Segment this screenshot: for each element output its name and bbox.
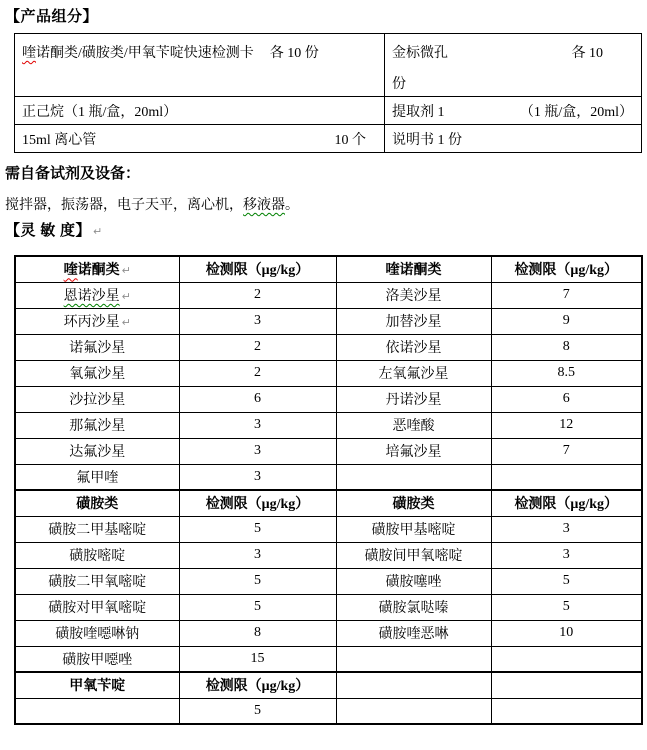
substance-name-cell: 依诺沙星 xyxy=(336,334,491,360)
detection-limit-value-cell: 2 xyxy=(179,334,336,360)
substance-name-cell: 培氟沙星 xyxy=(336,438,491,464)
detection-limit-value-cell: 9 xyxy=(491,308,642,334)
detection-limit-value-cell: 8 xyxy=(179,620,336,646)
component-cell xyxy=(15,97,385,125)
substance-name-cell: 磺胺甲基嘧啶 xyxy=(336,516,491,542)
sensitivity-data-row xyxy=(15,360,642,386)
component-cell xyxy=(15,125,385,153)
table-row xyxy=(15,125,642,153)
component-qty: 各 10 xyxy=(571,46,603,61)
substance-name-cell: 洛美沙星 xyxy=(336,282,491,308)
sensitivity-data-row xyxy=(15,464,642,490)
substance-name-cell: 磺胺二甲氧嘧啶 xyxy=(15,568,179,594)
detection-limit-value-cell: 8.5 xyxy=(491,360,642,386)
substance-name-cell xyxy=(336,464,491,490)
detection-limit-value-cell: 3 xyxy=(179,438,336,464)
substance-name-cell: 诺氟沙星 xyxy=(15,334,179,360)
substance-name-cell: 氟甲喹 xyxy=(15,464,179,490)
substance-name-cell: 磺胺二甲基嘧啶 xyxy=(15,516,179,542)
substance-name-cell: 氧氟沙星 xyxy=(15,360,179,386)
substance-name-cell: 加替沙星 xyxy=(336,308,491,334)
detection-limit-value-cell: 5 xyxy=(491,594,642,620)
equipment-text-end: 。 xyxy=(285,198,299,213)
sensitivity-data-row xyxy=(15,516,642,542)
substance-name-cell: 恶喹酸 xyxy=(336,412,491,438)
detection-limit-header-cell: 检测限（μg/kg） xyxy=(491,256,642,282)
sensitivity-section-header-row xyxy=(15,490,642,516)
category-header-cell: 磺胺类 xyxy=(336,490,491,516)
sensitivity-data-row xyxy=(15,594,642,620)
section-title-components: 【产品组分】 xyxy=(5,9,99,25)
component-name: 诺酮类/磺胺类/甲氧苄啶快速检测卡 xyxy=(36,46,254,61)
detection-limit-value-cell: 5 xyxy=(179,516,336,542)
detection-limit-value-cell: 8 xyxy=(491,334,642,360)
detection-limit-value-cell: 5 xyxy=(179,568,336,594)
detection-limit-value-cell: 3 xyxy=(179,412,336,438)
sensitivity-data-row xyxy=(15,568,642,594)
equipment-list xyxy=(5,194,647,214)
detection-limit-value-cell: 10 xyxy=(491,620,642,646)
substance-name-cell: 达氟沙星 xyxy=(15,438,179,464)
misspell-flagged-text: 喹 xyxy=(22,46,36,61)
detection-limit-value-cell: 2 xyxy=(179,282,336,308)
detection-limit-value-cell: 2 xyxy=(179,360,336,386)
substance-name-cell xyxy=(336,698,491,724)
category-header-cell: 甲氧苄啶 xyxy=(15,672,179,698)
sensitivity-data-row xyxy=(15,646,642,672)
component-cell xyxy=(15,34,385,97)
substance-name-cell: 左氧氟沙星 xyxy=(336,360,491,386)
sensitivity-data-row xyxy=(15,698,642,724)
sensitivity-data-row xyxy=(15,620,642,646)
detection-limit-value-cell: 5 xyxy=(179,594,336,620)
category-header-cell xyxy=(336,672,491,698)
detection-limit-value-cell xyxy=(491,698,642,724)
substance-name-cell: 沙拉沙星 xyxy=(15,386,179,412)
detection-limit-value-cell xyxy=(491,464,642,490)
component-name: 提取剂 1 xyxy=(392,104,445,120)
sensitivity-table-body xyxy=(15,256,642,724)
grammar-flagged-text: 移液器 xyxy=(243,198,285,213)
category-header-cell: 喹诺酮类 ↵ xyxy=(15,256,179,282)
sensitivity-data-row xyxy=(15,334,642,360)
detection-limit-value-cell: 6 xyxy=(491,386,642,412)
section-title-sensitivity xyxy=(5,219,647,240)
detection-limit-value-cell: 3 xyxy=(179,464,336,490)
detection-limit-value-cell xyxy=(491,646,642,672)
detection-limit-header-cell: 检测限（μg/kg） xyxy=(179,490,336,516)
line-break-mark: ↵ xyxy=(121,290,131,303)
substance-name-cell xyxy=(15,698,179,724)
sensitivity-data-row xyxy=(15,542,642,568)
substance-name-cell: 环丙沙星 ↵ xyxy=(15,308,179,334)
substance-name-cell xyxy=(336,646,491,672)
detection-limit-value-cell: 7 xyxy=(491,282,642,308)
detection-limit-value-cell: 12 xyxy=(491,412,642,438)
substance-name-cell xyxy=(15,282,179,308)
component-name: 说明书 1 份 xyxy=(392,132,462,148)
component-qty-wrapped: 份 xyxy=(392,77,406,92)
detection-limit-value-cell: 15 xyxy=(179,646,336,672)
detection-limit-value-cell: 5 xyxy=(179,698,336,724)
substance-name-cell: 磺胺喹噁啉钠 xyxy=(15,620,179,646)
component-cell xyxy=(385,125,642,153)
self-prepare-heading: 需自备试剂及设备： xyxy=(5,166,141,182)
substance-name-cell: 那氟沙星 xyxy=(15,412,179,438)
sensitivity-data-row xyxy=(15,308,642,334)
line-break-mark: ↵ xyxy=(93,225,103,238)
component-qty: 10 个 xyxy=(334,132,366,148)
components-table xyxy=(14,33,642,153)
equipment-text: 搅拌器，振荡器，电子天平，离心机， xyxy=(5,198,243,213)
component-cell xyxy=(385,97,642,125)
detection-limit-value-cell: 3 xyxy=(491,516,642,542)
substance-name-cell: 磺胺甲噁唑 xyxy=(15,646,179,672)
sensitivity-data-row xyxy=(15,412,642,438)
grammar-flagged-text: 恩诺沙星 xyxy=(63,289,120,304)
detection-limit-value-cell: 3 xyxy=(179,308,336,334)
sensitivity-data-row xyxy=(15,282,642,308)
detection-limit-value-cell: 7 xyxy=(491,438,642,464)
sensitivity-table xyxy=(14,255,643,725)
substance-name-cell: 磺胺对甲氧嘧啶 xyxy=(15,594,179,620)
category-header-cell: 喹诺酮类 xyxy=(336,256,491,282)
detection-limit-header-cell: 检测限（μg/kg） xyxy=(179,256,336,282)
component-qty: 各 10 份 xyxy=(269,46,319,61)
component-spec: （1 瓶/盒，20ml） xyxy=(519,104,633,120)
sensitivity-section-header-row xyxy=(15,672,642,698)
sensitivity-section-header-row xyxy=(15,256,642,282)
detection-limit-value-cell: 3 xyxy=(179,542,336,568)
component-cell xyxy=(385,34,642,97)
line-break-mark: ↵ xyxy=(121,316,131,329)
misspell-flagged-text: 喹 xyxy=(63,263,78,279)
substance-name-cell: 磺胺氯哒嗪 xyxy=(336,594,491,620)
detection-limit-value-cell: 5 xyxy=(491,568,642,594)
detection-limit-header-cell xyxy=(491,672,642,698)
sensitivity-title-text: 【灵 敏 度】 xyxy=(5,223,92,239)
detection-limit-header-cell: 检测限（μg/kg） xyxy=(179,672,336,698)
substance-name-cell: 磺胺嘧啶 xyxy=(15,542,179,568)
detection-limit-value-cell: 3 xyxy=(491,542,642,568)
substance-name-cell: 磺胺间甲氧嘧啶 xyxy=(336,542,491,568)
category-header-cell: 磺胺类 xyxy=(15,490,179,516)
sensitivity-data-row xyxy=(15,438,642,464)
line-break-mark: ↵ xyxy=(121,264,131,278)
table-row xyxy=(15,97,642,125)
substance-name-cell: 丹诺沙星 xyxy=(336,386,491,412)
sensitivity-data-row xyxy=(15,386,642,412)
detection-limit-header-cell: 检测限（μg/kg） xyxy=(491,490,642,516)
substance-name-cell: 磺胺噻唑 xyxy=(336,568,491,594)
component-name: 15ml 离心管 xyxy=(22,132,97,148)
table-row xyxy=(15,34,642,97)
component-name: 正己烷（1 瓶/盒，20ml） xyxy=(22,104,178,120)
substance-name-cell: 磺胺喹恶啉 xyxy=(336,620,491,646)
detection-limit-value-cell: 6 xyxy=(179,386,336,412)
component-name: 金标微孔 xyxy=(392,46,448,61)
